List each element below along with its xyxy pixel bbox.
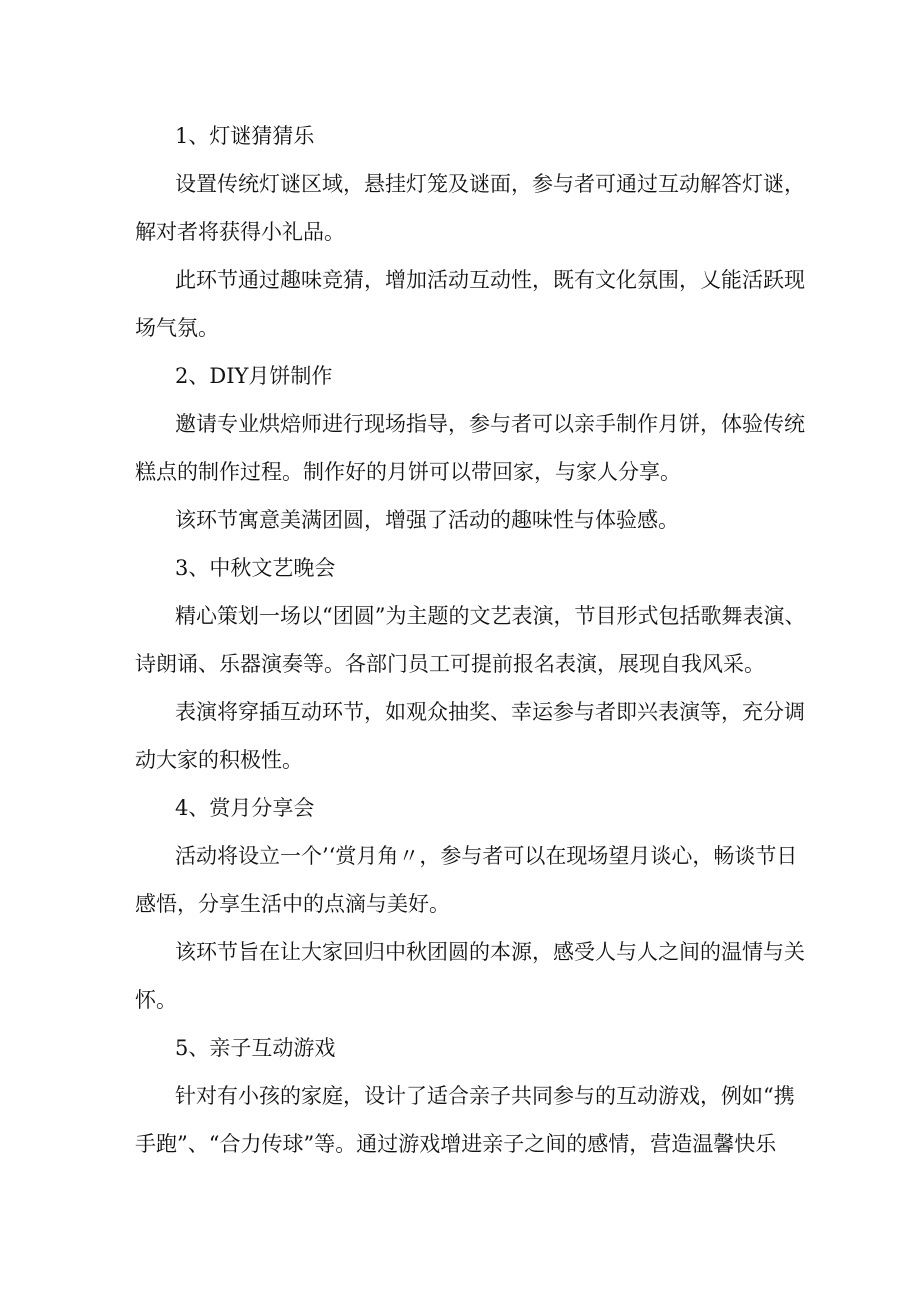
paragraph-line: 感悟，分享生活中的点滴与美好。 [135, 892, 450, 916]
paragraph-line: 针对有小孩的家庭，设计了适合亲子共同参与的互动游戏，例如“携 [175, 1084, 795, 1108]
paragraph-line: 手跑”、“合力传球”等。通过游戏增进亲子之间的感情，营造温馨快乐 [135, 1132, 777, 1156]
paragraph-line: 此环节通过趣味竞猜，增加活动互动性，既有文化氛围，乂能活跃现 [175, 268, 805, 292]
paragraph-line: 精心策划一场以“团圆”为主题的文艺表演，节目形式包括歌舞表演、 [175, 604, 806, 628]
paragraph-line: 设置传统灯谜区域，悬挂灯笼及谜面，参与者可通过互动解答灯谜， [175, 172, 805, 196]
paragraph-line: 糕点的制作过程。制作好的月饼可以带回家，与家人分享。 [135, 460, 681, 484]
section-heading-1: 1、灯谜猜猜乐 [175, 124, 315, 148]
paragraph-line: 诗朗诵、乐器演奏等。各部门员工可提前报名表演，展现自我风采。 [135, 652, 765, 676]
section-heading-4: 4、赏月分享会 [175, 796, 315, 820]
section-heading-5: 5、亲子互动游戏 [175, 1036, 336, 1060]
paragraph-line: 表演将穿插互动环节，如观众抽奖、幸运参与者即兴表演等，充分调 [175, 700, 805, 724]
paragraph-line: 场气氛。 [135, 316, 219, 340]
paragraph-line: 该环节寓意美满团圆，增强了活动的趣味性与体验感。 [175, 508, 679, 532]
paragraph-line: 怀。 [135, 988, 177, 1012]
paragraph-line: 邀请专业烘焙师进行现场指导，参与者可以亲手制作月饼，体验传统 [175, 412, 805, 436]
document-body [135, 112, 806, 1168]
section-heading-2: 2、DIY月饼制作 [175, 364, 333, 388]
section-heading-3: 3、中秋文艺晚会 [175, 556, 336, 580]
paragraph-line: 该环节旨在让大家回归中秋团圆的本源，感受人与人之间的温情与关 [175, 940, 805, 964]
paragraph-line: 动大家的积极性。 [135, 748, 303, 772]
paragraph-line: 活动将设立一个’‘赏月角〃，参与者可以在现场望月谈心，畅谈节日 [175, 844, 798, 868]
paragraph-line: 解对者将获得小礼品。 [135, 220, 345, 244]
